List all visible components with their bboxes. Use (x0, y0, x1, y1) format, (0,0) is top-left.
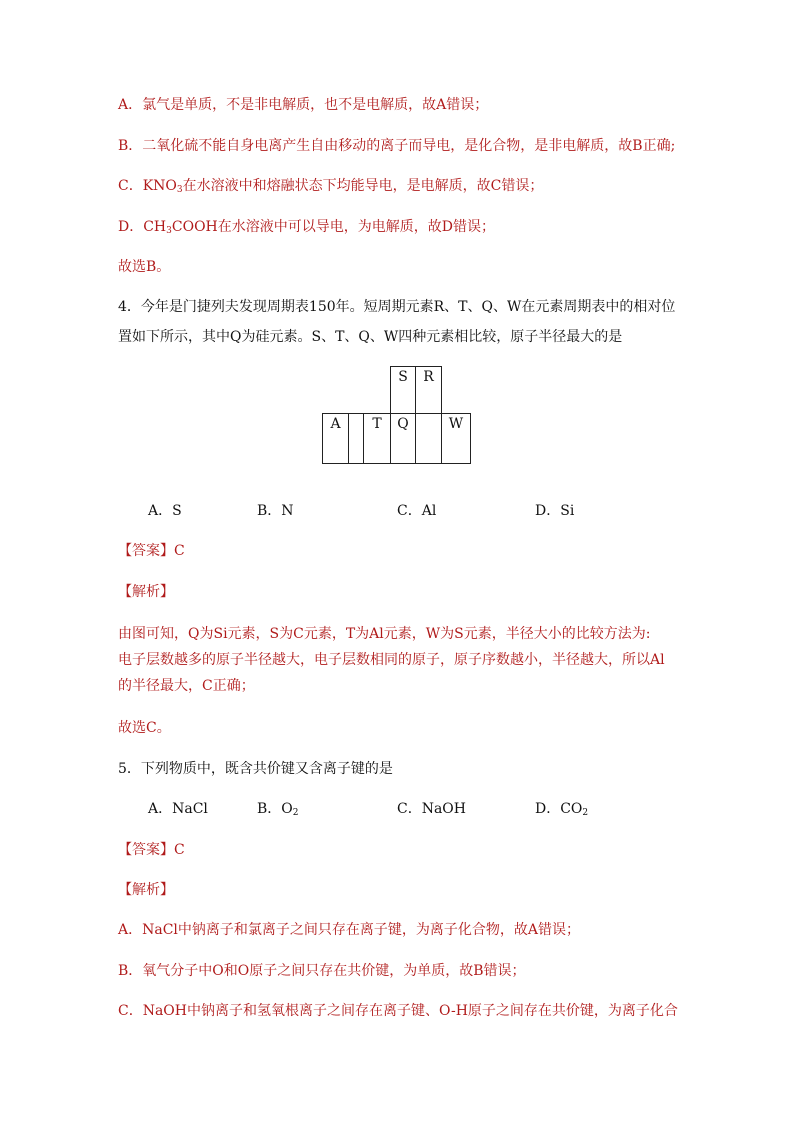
q4-answer: 【答案】C (118, 543, 185, 559)
q4-analysis-title: 【解析】 (118, 584, 174, 600)
q5-answer: 【答案】C (118, 842, 185, 858)
table-cell-empty-1 (348, 413, 364, 464)
q5-analysis-title: 【解析】 (118, 882, 174, 898)
q4-option-b: B．N (257, 503, 294, 519)
q4-conclusion: 故选C。 (118, 720, 171, 736)
q3-analysis-line-a: A．氯气是单质，不是非电解质，也不是电解质，故A错误； (118, 97, 489, 113)
table-cell-q: Q (390, 413, 416, 464)
table-cell-a: A (322, 413, 349, 464)
q5-option-b: B．$O_2$ (257, 801, 299, 818)
q5-option-d: D．$CO_2$ (535, 801, 589, 818)
table-cell-empty-2 (415, 413, 442, 464)
q4-option-d: D．Si (535, 503, 575, 519)
q5-option-c: C．NaOH (397, 801, 466, 817)
q3-analysis-line-d: D．$CH_3COOH$在水溶液中可以导电，为电解质，故D错误； (118, 219, 495, 236)
table-cell-r: R (415, 366, 442, 414)
q5-analysis-line-c: C．NaOH中钠离子和氢氧根离子之间存在离子键、O-H原子之间存在共价键，为离子化合 (118, 1003, 678, 1019)
q3-conclusion: 故选B。 (118, 259, 171, 275)
q4-analysis-line-1: 由图可知，Q为Si元素，S为C元素，T为Al元素，W为S元素，半径大小的比较方法为: (118, 626, 651, 642)
table-cell-t: T (363, 413, 391, 464)
q4-option-a: A．S (148, 503, 182, 519)
table-cell-s: S (390, 366, 416, 414)
q4-stem-line-1: 4．今年是门捷列夫发现周期表150年。短周期元素R、T、Q、W在元素周期表中的相对位 (118, 299, 676, 315)
q4-analysis-line-3: 的半径最大，C正确； (118, 678, 255, 694)
q5-analysis-line-b: B．氧气分子中O和O原子之间只存在共价键，为单质，故B错误； (118, 963, 526, 979)
q3-analysis-line-b: B．二氧化硫不能自身电离产生自由移动的离子而导电，是化合物，是非电解质，故B正确; (118, 138, 676, 154)
table-cell-w: W (441, 413, 471, 464)
q5-option-a: A．NaCl (148, 801, 208, 817)
q4-analysis-line-2: 电子层数越多的原子半径越大，电子层数相同的原子，原子序数越小，半径越大，所以Al (118, 652, 665, 668)
q4-stem-line-2: 置如下所示，其中Q为硅元素。S、T、Q、W四种元素相比较，原子半径最大的是 (118, 329, 623, 345)
q4-option-c: C．Al (397, 503, 437, 519)
q3-analysis-line-c: C．$KNO_3$在水溶液中和熔融状态下均能导电，是电解质，故C错误； (118, 178, 544, 195)
q5-analysis-line-a: A．NaCl中钠离子和氯离子之间只存在离子键，为离子化合物，故A错误； (118, 922, 581, 938)
q5-stem: 5．下列物质中，既含共价键又含离子键的是 (118, 761, 393, 777)
